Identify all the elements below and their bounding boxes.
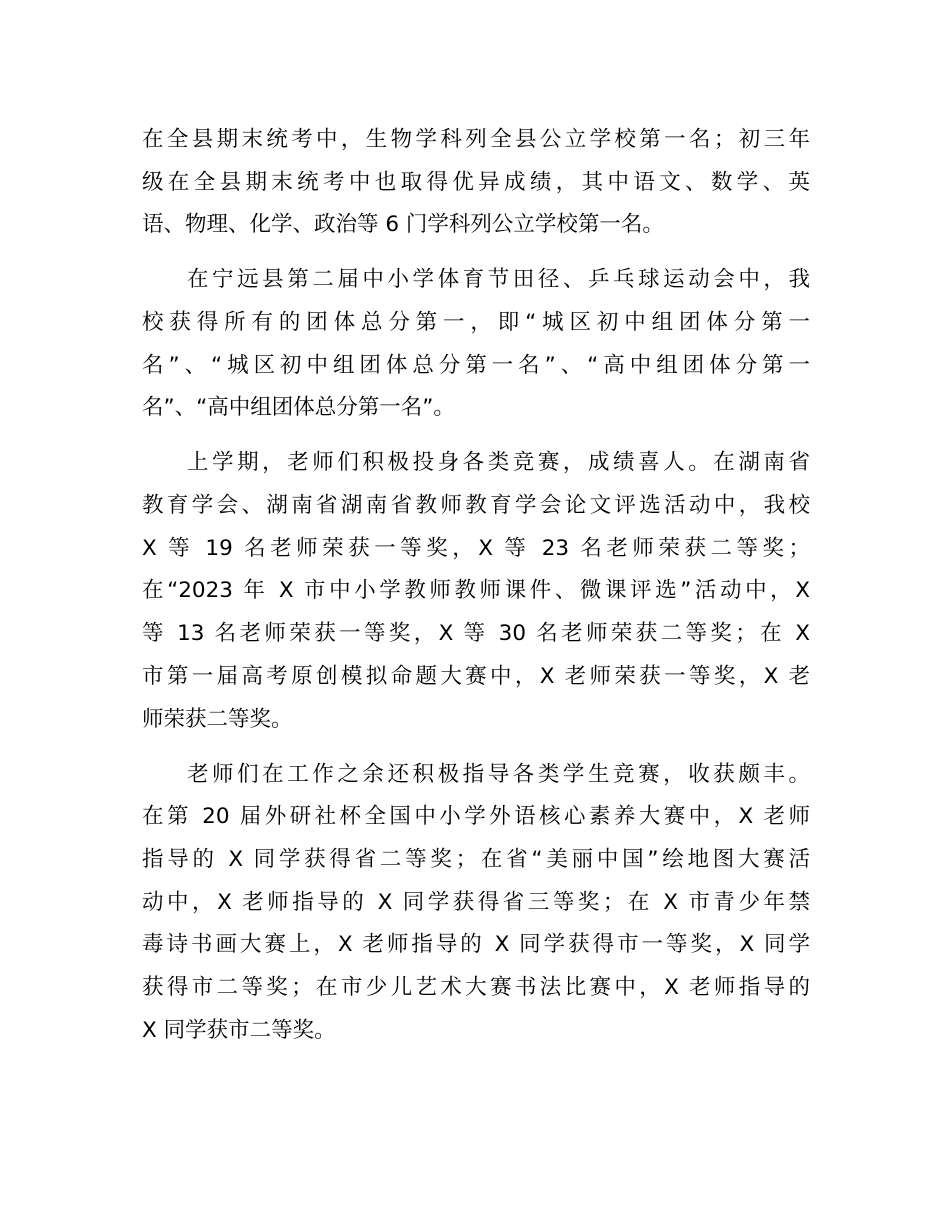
text-line: 老师们在工作之余还积极指导各类学生竞赛，收获颇丰。 [187, 761, 810, 787]
text-line: 级在全县期末统考中也取得优异成绩，其中语文、数学、英 [142, 169, 810, 195]
text-line: 在全县期末统考中，生物学科列全县公立学校第一名；初三年 [142, 127, 810, 152]
text-line: 获得市二等奖；在市少儿艺术大赛书法比赛中，X 老师指导的 [142, 974, 810, 1000]
paragraph-student-competitions [142, 754, 810, 1053]
text-line: 动中，X 老师指导的 X 同学获得省三等奖；在 X 市青少年禁 [142, 889, 810, 915]
text-line: 名”、“城区初中组团体总分第一名”、“高中组团体分第一 [142, 352, 810, 378]
paragraph-teacher-awards [142, 442, 810, 741]
text-line: 等 13 名老师荣获一等奖，X 等 30 名老师荣获二等奖；在 X [142, 621, 810, 647]
text-line: 教育学会、湖南省湖南省教师教育学会论文评选活动中，我校 [142, 493, 810, 519]
text-line: 毒诗书画大赛上，X 老师指导的 X 同学获得市一等奖，X 同学 [142, 932, 810, 958]
text-line: 上学期，老师们积极投身各类竞赛，成绩喜人。在湖南省 [187, 450, 810, 476]
paragraph-exam-results [142, 119, 810, 247]
text-line: 指导的 X 同学获得省二等奖；在省“美丽中国”绘地图大赛活 [142, 846, 810, 872]
text-line: 语、物理、化学、政治等 6 门学科列公立学校第一名。 [142, 212, 664, 238]
paragraph-sports-results [142, 259, 810, 430]
text-line: 名”、“高中组团体总分第一名”。 [142, 395, 455, 421]
text-line: 市第一届高考原创模拟命题大赛中，X 老师荣获一等奖，X 老 [142, 663, 810, 689]
text-line: X 等 19 名老师荣获一等奖，X 等 23 名老师荣获二等奖； [142, 535, 810, 561]
text-line: X 同学获市二等奖。 [142, 1017, 336, 1043]
text-line: 师荣获二等奖。 [142, 706, 293, 732]
text-line: 校获得所有的团体总分第一，即“城区初中组团体分第一 [142, 310, 810, 336]
text-line: 在第 20 届外研社杯全国中小学外语核心素养大赛中，X 老师 [142, 804, 810, 830]
text-line: 在宁远县第二届中小学体育节田径、乒乓球运动会中，我 [187, 267, 810, 293]
text-line: 在“2023 年 X 市中小学教师教师课件、微课评选”活动中，X [142, 578, 810, 604]
document-page [142, 119, 810, 1065]
